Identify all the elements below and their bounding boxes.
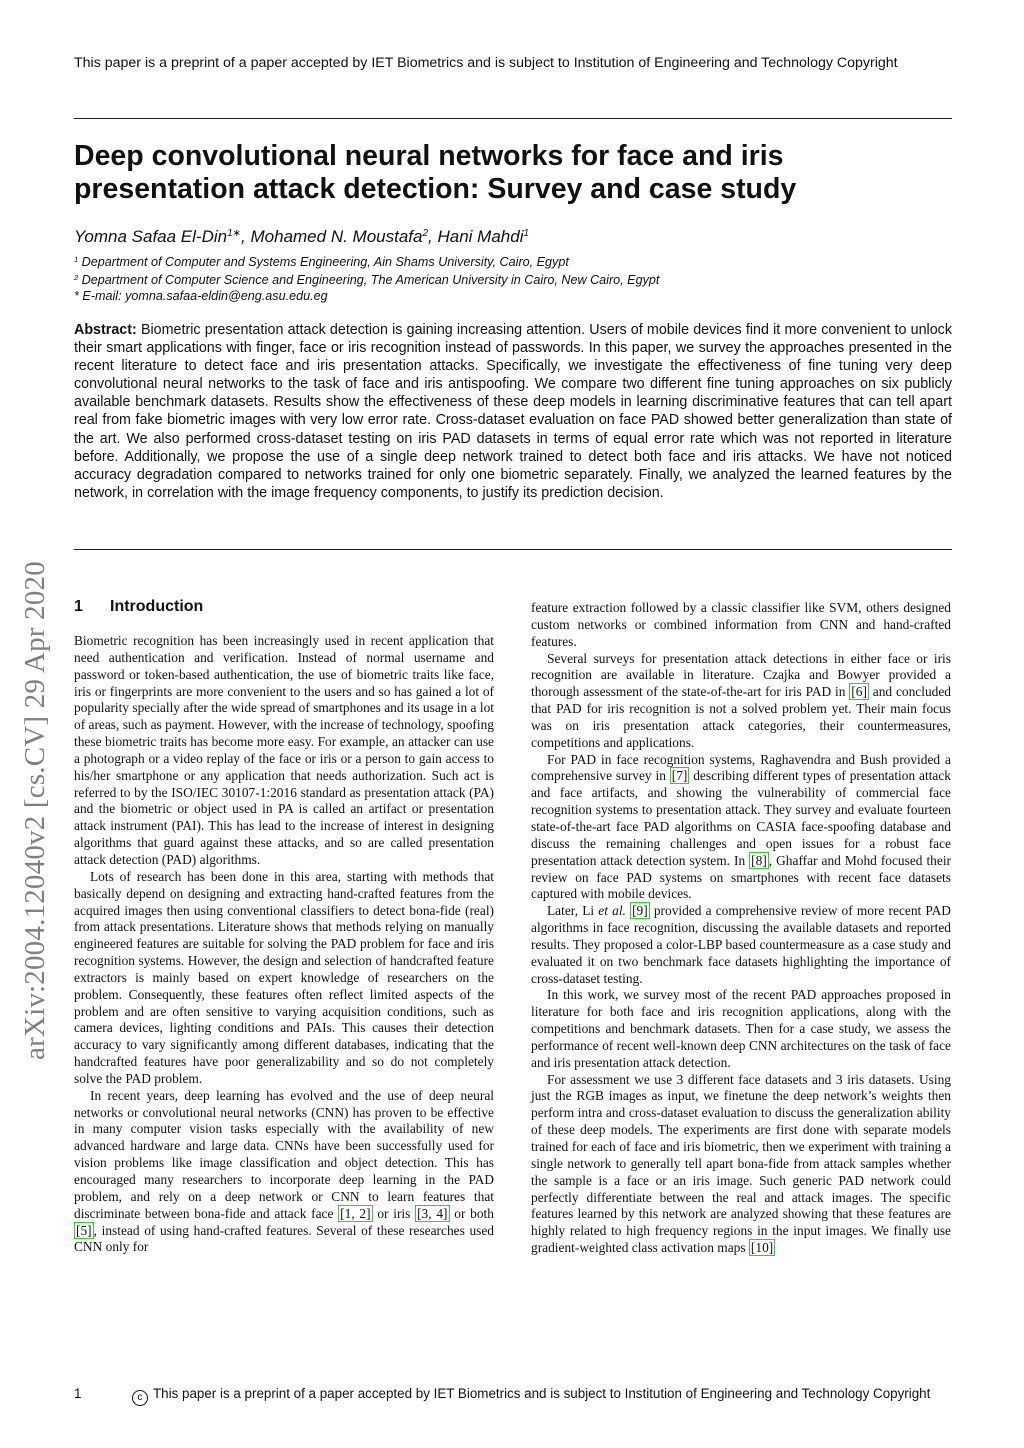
affiliation-text: Department of Computer Science and Engineering, The American University in Cairo, New Cairo, Egypt [81,273,660,287]
paragraph-text: In recent years, deep learning has evolved and the use of deep neural networks or convolutional neural networks (CNN) has proven to be effective in many computer vision tasks especially with the availability of new advanced hardware and large data. CNNs have been successfully used for vision problems like image classification and object detection. This has encouraged many researchers to incorporate deep learning in the PAD problem, and rely on a deep network or CNN to learn features that discriminate between bona-fide and attack face [74,1087,494,1221]
arxiv-stamp: arXiv:2004.12040v2 [cs.CV] 29 Apr 2020 [19,561,51,1060]
body-column-left [74,633,494,1256]
page-number: 1 [74,1386,82,1401]
body-column-right [531,600,951,1257]
paragraph-text: Later, Li [547,903,595,919]
preprint-notice: This paper is a preprint of a paper accepted by IET Biometrics and is subject to Institution of Engineering and Technology Copyright [74,55,898,71]
footer-copyright-text: This paper is a preprint of a paper accepted by IET Biometrics and is subject to Institution of Engineering and Technology Copyright [153,1386,931,1401]
paragraph [531,1072,951,1257]
citation-link[interactable]: [1, 2] [340,1205,371,1221]
author-list: Yomna Safaa El-Din$^{1∗}$, Mohamed N. Moustafa$^2$, Hani Mahdi$^1$ [74,227,530,246]
citation-link[interactable]: [9] [632,903,648,919]
paragraph-text: and concluded that PAD for iris recognition is not a solved problem yet. Their main focus was on iris presentation attack categories, their countermeasures, competitions and applications. [531,684,951,750]
citation-link[interactable]: [8] [751,852,767,868]
citation-link[interactable]: [5] [76,1222,92,1238]
footer-copyright [132,1386,930,1406]
paragraph-text: or both [454,1205,494,1221]
paragraph-text: et al. [598,903,626,919]
paragraph [531,651,951,752]
paragraph [74,1088,494,1256]
abstract-rule [74,549,952,550]
affiliation [74,252,569,270]
paragraph-text: , Ghaffar and Mohd focused their review on face PAD systems on smartphones with recent face datasets captured with mobile devices. [531,852,952,902]
paragraph [531,752,951,904]
author-name: Mohamed N. Moustafa [250,227,423,246]
citation-link[interactable]: [10] [750,1240,774,1256]
paragraph [531,903,951,987]
paragraph-text: , instead of using hand-crafted features. Several of these researches used CNN only for [74,1222,494,1255]
paper-title: Deep convolutional neural networks for face and iris presentation attack detection: Survey and case study [74,140,797,205]
citation-link[interactable]: [3, 4] [417,1205,448,1221]
copyright-icon: c [132,1390,148,1406]
abstract-text: Biometric presentation attack detection is gaining increasing attention. Users of mobile devices find it more convenient to unlock their smart applications with finger, face or iris recognition instead of passwords. In this paper, we survey the approaches presented in the recent literature to detect face and iris presentation attacks. Specifically, we investigate the effectiveness of fine tuning very deep convolutional neural networks to the task of face and iris antispoofing. We compare two different fine tuning approaches on six publicly available benchmark datasets. Results show the effectiveness of these deep models in learning discriminative features that can tell apart real from fake biometric images with very low error rate. Cross-dataset evaluation on face PAD showed better generalization than state of the art. We also performed cross-dataset testing on iris PAD datasets in terms of equal error rate which was not reported in literature before. Additionally, we propose the use of a single deep network trained to detect both face and iris attacks. We have not noticed accuracy degradation compared to networks trained for only one biometric separately. Finally, we analyzed the learned features by the network, in correlation with the image frequency components, to justify its prediction decision. [74,322,952,501]
affiliation-mark: 1 [74,255,79,264]
affiliation [74,270,659,288]
paragraph-text: provided a comprehensive review of more recent PAD algorithms in face recognition, discussing the available datasets and reported results. They proposed a color-LBP based countermeasure as a case study and evaluated it on two benchmark face datasets highlighting the importance of cross-dataset testing. [531,903,951,986]
affiliation-text: Department of Computer and Systems Engineering, Ain Shams University, Cairo, Egypt [81,255,569,269]
paragraph-text: describing different types of presentation attack and face artifacts, and showing the vulnerability of commercial face recognition systems to presentation attack. They survey and evaluate fourteen state-of-the-art face PAD algorithms on CASIA face-spoofing database and discuss the remaining challenges and open issues for a robust face presentation attack detection system. In [531,768,951,868]
section-heading [74,598,203,616]
corresponding-email: * E-mail: yomna.safaa-eldin@eng.asu.edu.eg [74,289,328,303]
abstract [74,321,952,502]
header-rule [74,118,952,119]
citation-link[interactable]: [7] [671,768,688,784]
paragraph-text: or iris [377,1205,411,1221]
author-mark: 1∗ [227,228,242,239]
paragraph-text: For assessment we use 3 different face datasets and 3 iris datasets. Using just the RGB images as input, we finetune the deep network’s weights then perform intra and cross-dataset evaluation to discuss the generalization ability of these deep models. The experiments are first done with separate models trained for each of face and iris biometric, then we experiment with training a single network to generally tell apart bona-fide from attack samples whether the sample is a face or an iris image. Such generic PAD network could perfectly differentiate between the real and attack images. The specific features learned by this network are analyzed showing that these features are highly related to high frequency regions in the input images. We finally use gradient-weighted class activation maps [531,1071,951,1256]
author-name: Hani Mahdi [437,227,524,246]
paragraph: Biometric recognition has been increasingly used in recent application that need authentication and verification. Instead of normal username and password or token-based authentication, the use of biometric traits like face, iris or fingerprints are more convenient to the users and so has gained a lot of popularity specially after the wide spread of smartphones and its usage in a lot of areas, such as payment. However, with the increase of technology, spoofing these biometric traits has become more easy. For example, an attacker can use a photograph or a video replay of the face or iris or a person to gain access to his/her smartphone or any application that needs authorization. Such act is referred to by the ISO/IEC 30107-1:2016 standard as presentation attack (PA) and the biometric or object used in PA is called an artifact or presentation attack instrument (PAI). This has lead to the increase of interest in designing algorithms that guard against these attacks, and so are called presentation attack detection (PAD) algorithms. [74,633,494,867]
affiliation-mark: 2 [74,273,79,282]
abstract-label: Abstract: [74,322,137,338]
author-mark: 2 [422,228,429,239]
author-mark: 1 [523,228,530,239]
paragraph-text: Several surveys for presentation attack detections in either face or iris recognition are available in literature. Czajka and Bowyer provided a thorough assessment of the state-of-the-art for iris PAD in [531,650,951,700]
paragraph: feature extraction followed by a classic classifier like SVM, others designed custom networks or combined information from CNN and hand-crafted features. [531,600,951,649]
paragraph-text: For PAD in face recognition systems, Raghavendra and Bush provided a comprehensive survey in [531,751,951,784]
section-number: 1 [74,598,83,615]
section-title: Introduction [110,598,204,615]
paragraph: Lots of research has been done in this area, starting with methods that basically depend on designing and extracting hand-crafted features from the acquired images then using conventional classifiers to detect bona-fide (real) from attack presentations. Literature shows that methods relying on manually engineered features are suitable for solving the PAD problem for face and iris recognition systems. However, the design and selection of handcrafted feature extractors is mainly based on expert knowledge of researchers on the problem. Consequently, these features often reflect limited aspects of the problem and are often sensitive to varying acquisition conditions, such as camera devices, lighting conditions and PAIs. This causes their detection accuracy to vary significantly among different databases, indicating that the handcrafted features have poor generalizability and so do not completely solve the PAD problem. [74,868,494,1086]
author-name: Yomna Safaa El-Din [74,227,228,246]
citation-link[interactable]: [6] [851,684,867,700]
paragraph: In this work, we survey most of the recent PAD approaches proposed in literature for both face and iris recognition applications, along with the competitions and benchmark datasets. Then for a case study, we assess the performance of recent well-known deep CNN architectures on the task of face and iris presentation attack detection. [531,987,951,1070]
